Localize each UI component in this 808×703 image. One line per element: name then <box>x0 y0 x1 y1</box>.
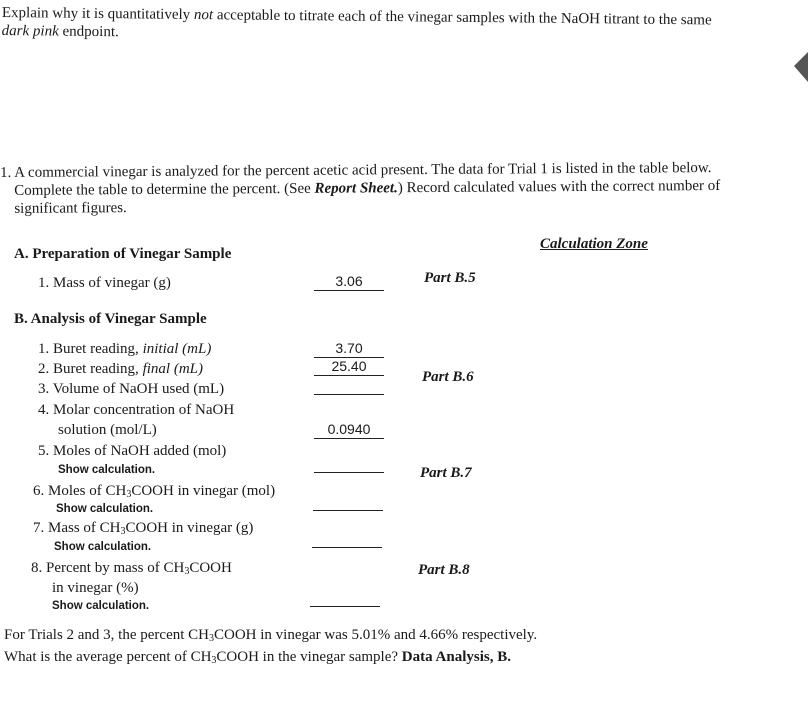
mass-acid-blank[interactable] <box>312 547 382 548</box>
section-b-heading: B. Analysis of Vinegar Sample <box>14 311 207 327</box>
footer-line-2b: COOH in the vinegar sample? <box>216 649 399 665</box>
footer-line-2a: What is the average percent of CH <box>4 649 212 665</box>
intro-dark-pink: dark pink <box>1 22 59 40</box>
footer-line-1a: For Trials 2 and 3, the percent CH <box>4 627 209 643</box>
intro-text-2: acceptable to titrate each of the vinegar samples with the NaOH titrant to the same <box>216 7 712 29</box>
question-line-1: A commercial vinegar is analyzed for the percent acetic acid present. The data for Trial 1 is listed in the table below. <box>14 160 712 181</box>
intro-question <box>2 4 712 47</box>
item-b7-label: 7. Mass of $CH_3COOH$ in vinegar (g) <box>33 520 254 537</box>
question-line-3: significant figures. <box>14 200 127 217</box>
page-corner-shadow <box>794 52 808 82</box>
item-b6-label: 6. Moles of $CH_3COOH$ in vinegar (mol) <box>33 483 276 500</box>
moles-naoh-blank[interactable] <box>314 472 384 473</box>
calculation-zone-heading: Calculation Zone <box>540 236 648 252</box>
data-analysis-ref: Data Analysis, B. <box>401 649 511 665</box>
item-b4-label-line2: solution (mol/L) <box>58 422 157 438</box>
question-marker: 1. <box>0 164 12 181</box>
item-b2-label: 2. Buret reading, final (mL) <box>38 361 203 377</box>
main-question <box>0 159 720 218</box>
part-b8-label: Part B.8 <box>418 562 470 578</box>
buret-final-value[interactable]: 25.40 <box>314 357 384 376</box>
molar-conc-value[interactable]: 0.0940 <box>314 420 384 439</box>
intro-text-3: endpoint. <box>62 23 119 41</box>
footer-line-1b: COOH in vinegar was 5.01% and 4.66% respectively. <box>213 627 538 643</box>
item-b3-label: 3. Volume of NaOH used (mL) <box>38 381 225 397</box>
buret-initial-value[interactable]: 3.70 <box>314 339 384 358</box>
intro-text-1: Explain why it is quantitatively <box>1 4 191 23</box>
item-b8-label: 8. Percent by mass of $CH_3COOH$ <box>31 560 232 577</box>
section-a-heading: A. Preparation of Vinegar Sample <box>14 246 232 262</box>
moles-acid-blank[interactable] <box>313 510 383 511</box>
volume-naoh-blank[interactable] <box>314 394 384 395</box>
show-calc-6: Show calculation. <box>56 503 154 515</box>
show-calc-8: Show calculation. <box>52 600 150 612</box>
part-b7-label: Part B.7 <box>420 465 472 481</box>
footer-question: For Trials 2 and 3, the percent $CH_3COOH$ in vinegar was 5.01% and 4.66% respectively. What is the average percent of $CH_3COOH$ in the vinegar sample? Data Analysis, B. <box>4 627 538 666</box>
part-b5-label: Part B.5 <box>424 270 476 286</box>
question-line-2a: Complete the table to determine the percent. (See <box>14 180 311 199</box>
intro-emphasis-not: not <box>193 7 214 24</box>
item-b4-label: 4. Molar concentration of NaOH <box>38 402 235 418</box>
report-sheet-ref: Report Sheet. <box>314 180 398 197</box>
item-b5-label: 5. Moles of NaOH added (mol) <box>38 443 227 459</box>
question-line-2b: ) Record calculated values with the correct number of <box>397 177 721 197</box>
part-b6-label: Part B.6 <box>422 369 474 385</box>
mass-vinegar-value[interactable]: 3.06 <box>314 272 384 291</box>
show-calc-7: Show calculation. <box>54 541 152 553</box>
item-b1-label: 1. Buret reading, initial (mL) <box>38 341 212 357</box>
item-b8-label-line2: in vinegar (%) <box>52 580 139 596</box>
show-calc-5: Show calculation. <box>58 464 156 476</box>
item-a1-label: 1. Mass of vinegar (g) <box>38 275 171 291</box>
percent-mass-blank[interactable] <box>310 606 380 607</box>
